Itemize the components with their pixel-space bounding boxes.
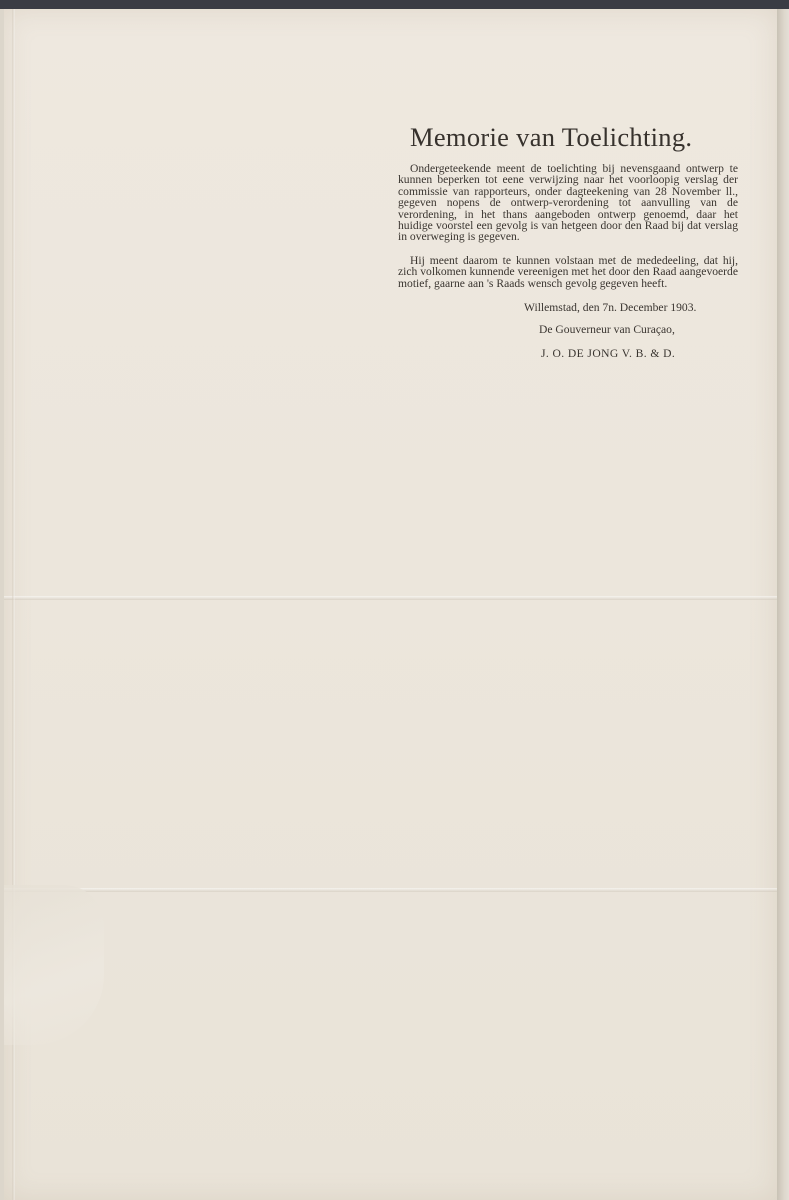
body-paragraph: Hij meent daarom te kunnen volstaan met de mededeeling, dat hij, zich volkomen kunnende vereenigen met het door den Raad aangevoerde motief, gaarne aan 's Raads wensch gevolg gegeven heeft. [398, 253, 738, 290]
horizontal-fold-line [4, 596, 777, 600]
horizontal-fold-line [4, 888, 777, 892]
document-title: Memorie van Toelichting. [410, 122, 693, 152]
memorandum-text [398, 122, 738, 360]
scanner-top-edge [0, 0, 789, 9]
signatory-name: J. O. DE JONG V. B. & D. [541, 347, 676, 361]
place-and-date: Willemstad, den 7n. December 1903. [524, 301, 697, 315]
body-paragraph: Ondergeteekende meent de toelichting bij nevensgaand ontwerp te kunnen beperken tot eene verwijzing naar het voorloopig verslag der commissie van rapporteurs, onder dagteekening van 28 November ll., gegeven nopens de ontwerp-verordening tot aanvulling van de verordening, in het thans aangeboden ontwerp genoemd, daar het huidige voorstel een gevolg is van hetgeen door den Raad bij dat verslag in overweging is gegeven. [398, 162, 738, 244]
signatory-title: De Gouverneur van Curaçao, [539, 323, 675, 337]
paper-right-edge [777, 9, 789, 1200]
